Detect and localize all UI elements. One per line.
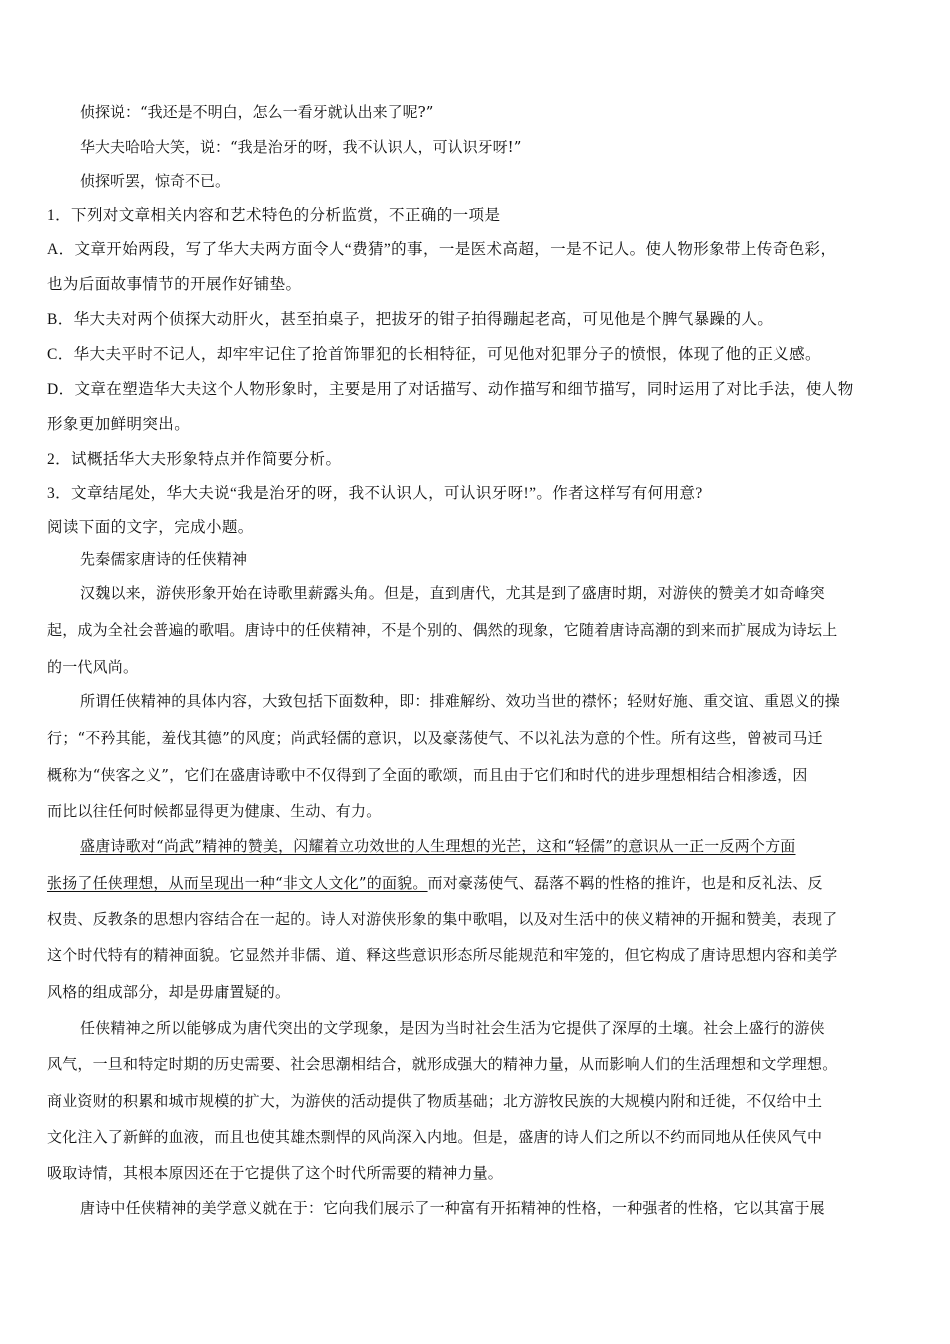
article-p4-line: 商业资财的积累和城市规模的扩大，为游侠的活动提供了物质基础；北方游牧民族的大规模内附和迁徙，不仅给中土 <box>47 1092 823 1110</box>
option-a-line-2: 也为后面故事情节的开展作好铺垫。 <box>47 276 302 293</box>
article-p4-line: 吸取诗情，其根本原因还在于它提供了这个时代所需要的精神力量。 <box>47 1164 504 1182</box>
dialogue-line: 华大夫哈哈大笑，说：“我是治牙的呀，我不认识人，可认识牙呀!” <box>80 138 522 156</box>
option-b: B．华大夫对两个侦探大动肝火，甚至拍桌子，把拔牙的钳子拍得蹦起老高，可见他是个脾气暴躁的人。 <box>47 311 774 328</box>
article-p3-underlined: 盛唐诗歌对“尚武”精神的赞美，闪耀着立功效世的人生理想的光芒，这和“轻儒”的意识从一正一反两个方面 <box>80 837 796 855</box>
article-p3-line: 权贵、反教条的思想内容结合在一起的。诗人对游侠形象的集中歌唱，以及对生活中的侠义精神的开掘和赞美，表现了 <box>47 910 838 928</box>
article-p3-underlined: 张扬了任侠理想，从而呈现出一种“非文人文化”的面貌。 <box>47 874 428 892</box>
question-1-stem: 1．下列对文章相关内容和艺术特色的分析监赏，不正确的一项是 <box>47 207 501 224</box>
article-p2-line: 概称为“侠客之义”，它们在盛唐诗歌中不仅得到了全面的歌颂，而且由于它们和时代的进步理想相结合相渗透，因 <box>47 766 808 784</box>
dialogue-line: 侦探说：“我还是不明白，怎么一看牙就认出来了呢?” <box>80 103 434 121</box>
option-d-line-1: D．文章在塑造华大夫这个人物形象时，主要是用了对话描写、动作描写和细节描写，同时运用了对比手法，使人物 <box>47 381 854 398</box>
option-c: C．华大夫平时不记人，却牢牢记住了抢首饰罪犯的长相特征，可见他对犯罪分子的愤恨，体现了他的正义感。 <box>47 346 821 363</box>
article-p1-line: 的一代风尚。 <box>47 658 139 676</box>
article-p3-line <box>47 872 823 893</box>
question-2: 2．试概括华大夫形象特点并作简要分析。 <box>47 451 342 468</box>
article-p4-line: 风气，一旦和特定时期的历史需要、社会思潮相结合，就形成强大的精神力量，从而影响人们的生活理想和文学理想。 <box>47 1055 838 1073</box>
reading-instruction: 阅读下面的文字，完成小题。 <box>47 519 254 536</box>
option-a-line-1: A．文章开始两段，写了华大夫两方面令人“费猜”的事，一是医术高超，一是不记人。使人物形象带上传奇色彩， <box>47 241 837 258</box>
article-p5-line: 唐诗中任侠精神的美学意义就在于：它向我们展示了一种富有开拓精神的性格，一种强者的性格，它以其富于展 <box>80 1199 825 1217</box>
article-p2-line: 行；“不矜其能，羞伐其德”的风度；尚武轻儒的意识，以及豪荡使气、不以礼法为意的个性。所有这些，曾被司马迁 <box>47 729 823 747</box>
option-d-line-2: 形象更加鲜明突出。 <box>47 416 191 433</box>
article-p3-text: 而对豪荡使气、磊落不羁的性格的推许，也是和反礼法、反 <box>427 874 823 892</box>
article-p2-line: 所谓任侠精神的具体内容，大致包括下面数种，即：排难解纷、效功当世的襟怀；轻财好施、重交谊、重恩义的操 <box>80 692 841 710</box>
article-p4-line: 文化注入了新鲜的血液，而且也使其雄杰剽悍的风尚深入内地。但是，盛唐的诗人们之所以不约而同地从任侠风气中 <box>47 1128 823 1146</box>
article-p3-line: 风格的组成部分，却是毋庸置疑的。 <box>47 983 291 1001</box>
dialogue-line: 侦探听罢，惊奇不已。 <box>80 172 231 190</box>
article-p2-line: 而比以往任何时候都显得更为健康、生动、有力。 <box>47 802 382 820</box>
question-3: 3．文章结尾处，华大夫说“我是治牙的呀，我不认识人，可认识牙呀!”。作者这样写有何用意? <box>47 485 703 502</box>
article-p1-line: 起，成为全社会普遍的歌唱。唐诗中的任侠精神，不是个别的、偶然的现象，它随着唐诗高潮的到来而扩展成为诗坛上 <box>47 621 838 639</box>
article-title: 先秦儒家唐诗的任侠精神 <box>80 550 248 568</box>
article-p3-line: 这个时代特有的精神面貌。它显然并非儒、道、释这些意识形态所尽能规范和牢笼的，但它构成了唐诗思想内容和美学 <box>47 946 838 964</box>
article-p4-line: 任侠精神之所以能够成为唐代突出的文学现象，是因为当时社会生活为它提供了深厚的土壤。社会上盛行的游侠 <box>80 1019 825 1037</box>
article-p1-line: 汉魏以来，游侠形象开始在诗歌里薪露头角。但是，直到唐代，尤其是到了盛唐时期，对游侠的赞美才如奇峰突 <box>80 584 825 602</box>
